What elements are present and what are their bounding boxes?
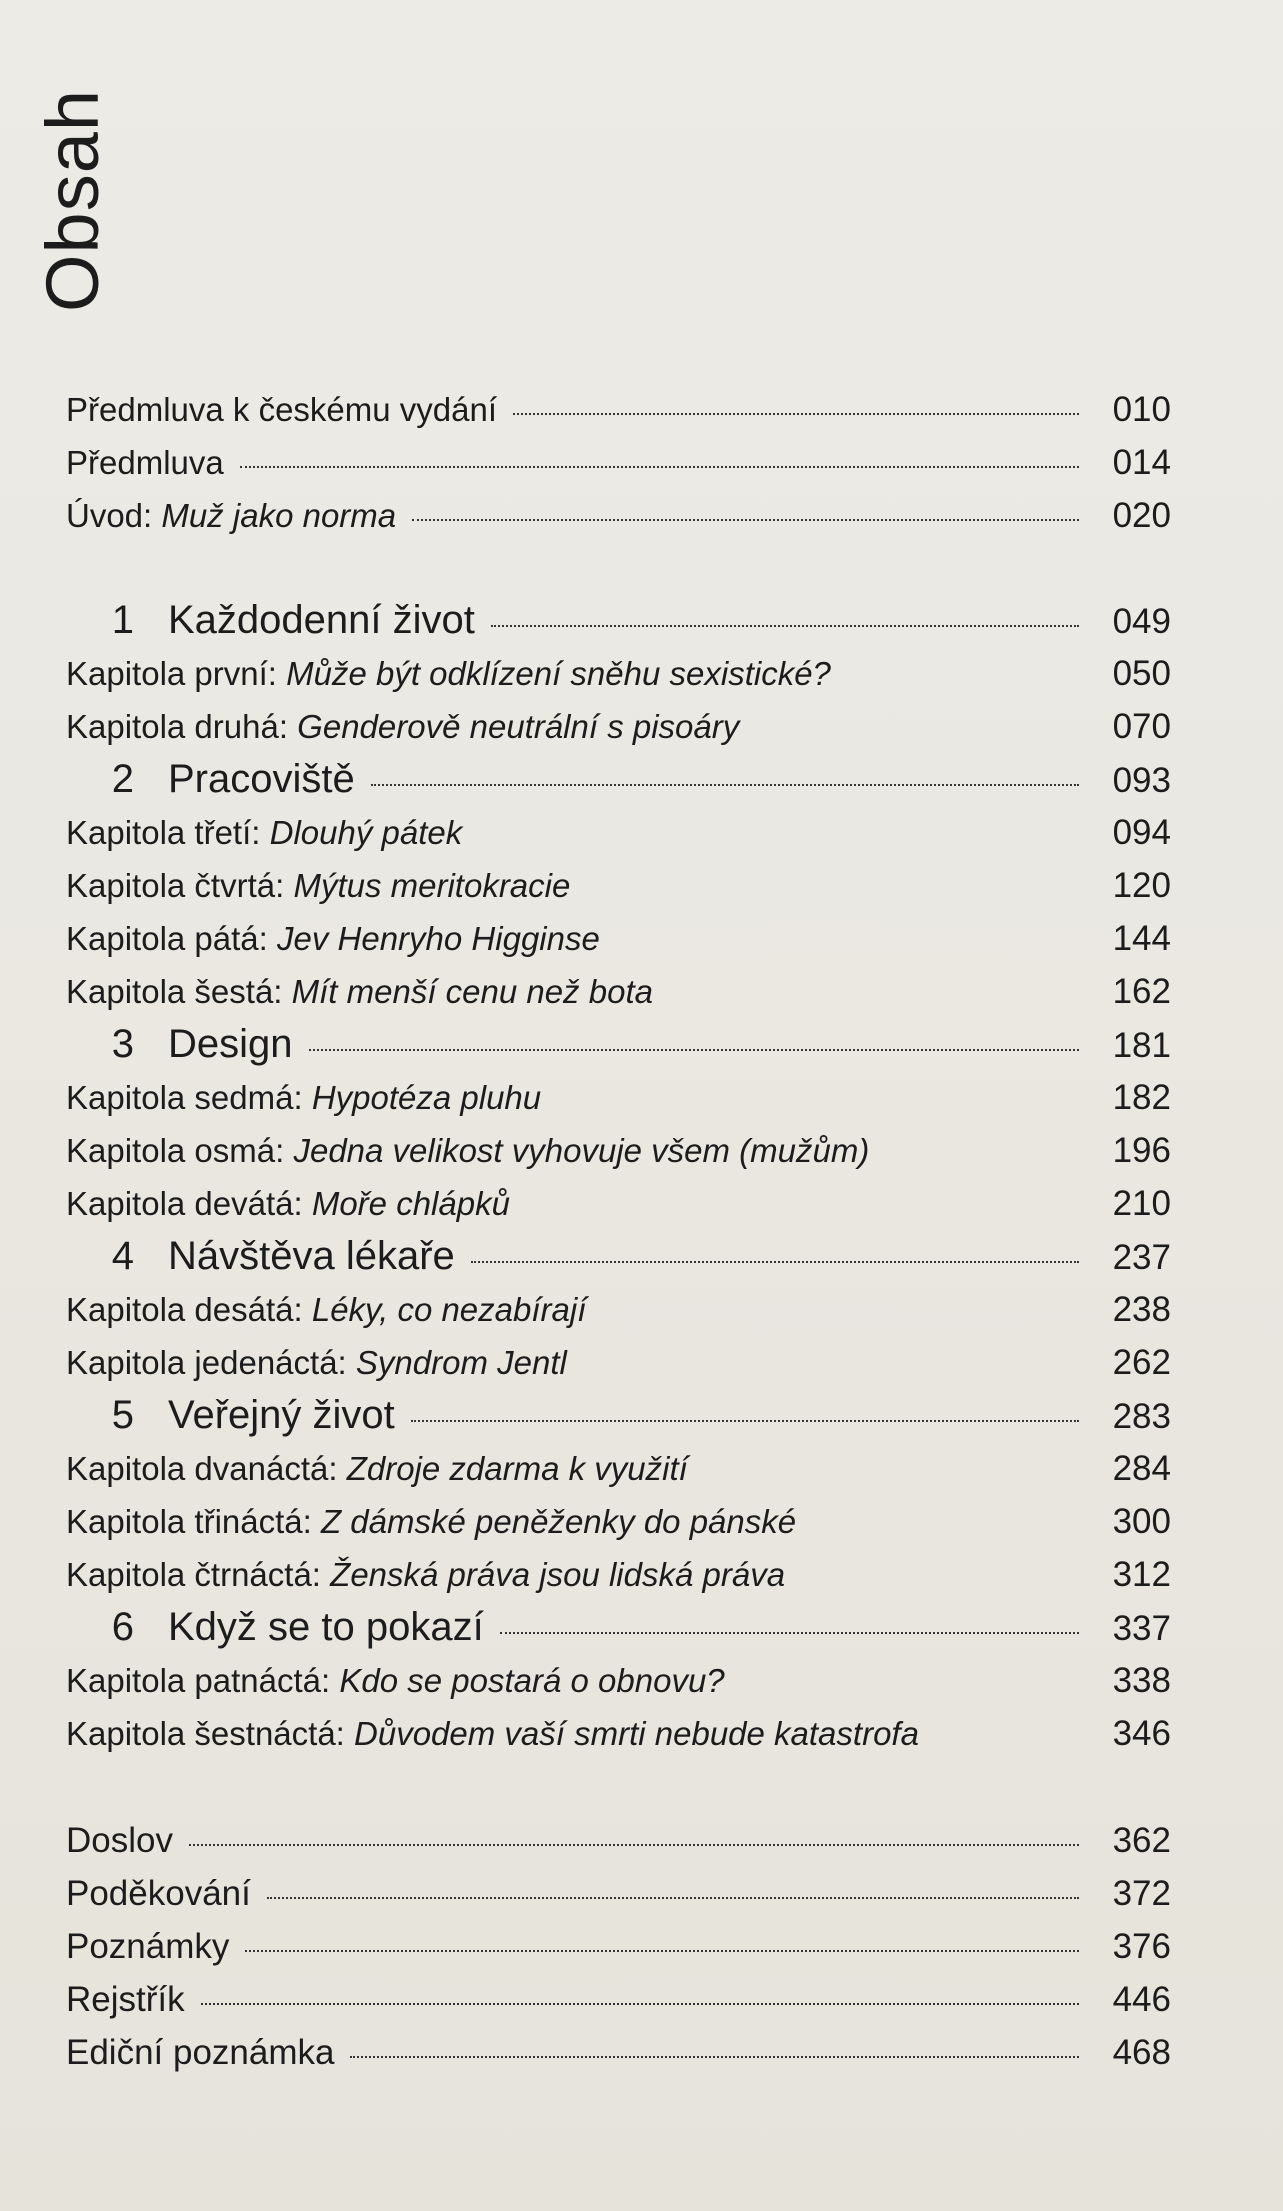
- chapter-label: [66, 1071, 541, 1124]
- part-number: 6: [111, 1605, 134, 1649]
- page-number: 337: [1112, 1609, 1171, 1648]
- page-title: Obsah: [31, 88, 114, 312]
- entry-prefix: Předmluva: [66, 444, 224, 481]
- dot-leader: [513, 413, 1079, 415]
- page-number: 049: [1112, 602, 1171, 641]
- chapter-prefix: Kapitola šestá:: [66, 973, 292, 1010]
- part-label: [66, 1018, 293, 1071]
- chapter-title: Zdroje zdarma k využití: [346, 1450, 688, 1487]
- part-label: [66, 1601, 484, 1654]
- toc-entry-front[interactable]: [66, 489, 1171, 542]
- page-number: 376: [1112, 1927, 1171, 1966]
- page-number: 120: [1112, 866, 1171, 905]
- entry-label: Ediční poznámka: [66, 2033, 335, 2072]
- entry-label: Doslov: [66, 1821, 173, 1860]
- chapter-label: [66, 859, 570, 912]
- page-number: 182: [1112, 1078, 1171, 1117]
- dot-leader: [309, 1049, 1079, 1051]
- page-number: 196: [1112, 1131, 1171, 1170]
- chapter-prefix: Kapitola osmá:: [66, 1132, 294, 1169]
- part-label: [66, 1230, 455, 1283]
- entry-label: [66, 489, 396, 542]
- chapter-label: [66, 912, 600, 965]
- heading-container: [31, 50, 114, 312]
- chapter-title: Může být odklízení sněhu sexistické?: [286, 655, 831, 692]
- toc-chapter[interactable]: [66, 700, 1171, 753]
- chapter-prefix: Kapitola jedenáctá:: [66, 1344, 356, 1381]
- toc-chapter[interactable]: [66, 965, 1171, 1018]
- toc-part-6[interactable]: [66, 1601, 1171, 1654]
- page-number: 010: [1112, 390, 1171, 429]
- dot-leader: [267, 1897, 1079, 1899]
- toc-chapter[interactable]: [66, 1124, 1171, 1177]
- toc-chapter[interactable]: [66, 647, 1171, 700]
- chapter-label: [66, 1495, 796, 1548]
- toc-entry-front[interactable]: [66, 436, 1171, 489]
- chapter-title: Mýtus meritokracie: [293, 867, 571, 904]
- dot-leader: [371, 784, 1079, 786]
- chapter-title: Kdo se postará o obnovu?: [339, 1662, 725, 1699]
- chapter-title: Hypotéza pluhu: [311, 1079, 542, 1116]
- toc-chapter[interactable]: [66, 1707, 1171, 1760]
- page-number: 050: [1112, 654, 1171, 693]
- toc-chapter[interactable]: [66, 1495, 1171, 1548]
- dot-leader: [201, 2003, 1079, 2005]
- chapter-label: [66, 647, 831, 700]
- chapter-prefix: Kapitola dvanáctá:: [66, 1450, 347, 1487]
- chapter-title: Dlouhý pátek: [269, 814, 463, 851]
- toc-part-3[interactable]: [66, 1018, 1171, 1071]
- dot-leader: [411, 1420, 1079, 1422]
- page-number: 014: [1112, 443, 1171, 482]
- toc-part-4[interactable]: [66, 1230, 1171, 1283]
- section-gap: [66, 1760, 1171, 1814]
- part-title: Když se to pokazí: [168, 1605, 484, 1649]
- part-title: Návštěva lékaře: [168, 1234, 455, 1278]
- chapter-prefix: Kapitola sedmá:: [66, 1079, 312, 1116]
- chapter-label: [66, 965, 653, 1018]
- toc-part-5[interactable]: [66, 1389, 1171, 1442]
- chapter-prefix: Kapitola patnáctá:: [66, 1662, 340, 1699]
- toc-chapter[interactable]: [66, 1548, 1171, 1601]
- chapter-prefix: Kapitola třináctá:: [66, 1503, 321, 1540]
- part-label: [66, 753, 355, 806]
- page-number: 262: [1112, 1343, 1171, 1382]
- entry-label: Poznámky: [66, 1927, 230, 1966]
- chapter-title: Moře chlápků: [311, 1185, 510, 1222]
- page-number: 020: [1112, 496, 1171, 535]
- chapter-title: Léky, co nezabírají: [311, 1291, 587, 1328]
- part-title: Veřejný život: [168, 1393, 395, 1437]
- toc-entry-back[interactable]: [66, 2026, 1171, 2079]
- chapter-label: [66, 1548, 785, 1601]
- toc-chapter[interactable]: [66, 1442, 1171, 1495]
- page-number: 144: [1112, 919, 1171, 958]
- entry-label: Poděkování: [66, 1874, 251, 1913]
- part-title: Design: [168, 1022, 293, 1066]
- entry-label: [66, 436, 224, 489]
- page-number: 093: [1112, 761, 1171, 800]
- toc-entry-back[interactable]: [66, 1920, 1171, 1973]
- dot-leader: [471, 1261, 1079, 1263]
- page-number: 070: [1112, 707, 1171, 746]
- page-number: 468: [1112, 2033, 1171, 2072]
- dot-leader: [245, 1950, 1079, 1952]
- page-number: 094: [1112, 813, 1171, 852]
- chapter-prefix: Kapitola druhá:: [66, 708, 298, 745]
- toc-entry-back[interactable]: [66, 1973, 1171, 2026]
- chapter-title: Ženská práva jsou lidská práva: [330, 1556, 786, 1593]
- chapter-prefix: Kapitola devátá:: [66, 1185, 312, 1222]
- toc-part-1[interactable]: [66, 594, 1171, 647]
- dot-leader: [350, 2056, 1079, 2058]
- page-number: 162: [1112, 972, 1171, 1011]
- toc-chapter[interactable]: [66, 806, 1171, 859]
- toc-part-2[interactable]: [66, 753, 1171, 806]
- entry-label: Rejstřík: [66, 1980, 185, 2019]
- part-number: 3: [111, 1022, 134, 1066]
- page-number: 300: [1112, 1502, 1171, 1541]
- chapter-label: [66, 1283, 586, 1336]
- chapter-label: [66, 1707, 919, 1760]
- toc-chapter[interactable]: [66, 912, 1171, 965]
- chapter-title: Jedna velikost vyhovuje všem (mužům): [293, 1132, 870, 1169]
- table-of-contents: [66, 383, 1171, 2079]
- toc-entry-front[interactable]: [66, 383, 1171, 436]
- part-title: Každodenní život: [168, 598, 475, 642]
- toc-chapter[interactable]: [66, 1071, 1171, 1124]
- page-number: 284: [1112, 1449, 1171, 1488]
- entry-title: Muž jako norma: [161, 497, 397, 534]
- toc-chapter[interactable]: [66, 1336, 1171, 1389]
- page-number: 446: [1112, 1980, 1171, 2019]
- chapter-label: [66, 1654, 725, 1707]
- chapter-label: [66, 700, 739, 753]
- toc-entry-back[interactable]: [66, 1867, 1171, 1920]
- dot-leader: [240, 466, 1079, 468]
- entry-prefix: Úvod:: [66, 497, 162, 534]
- chapter-prefix: Kapitola pátá:: [66, 920, 277, 957]
- chapter-prefix: Kapitola první:: [66, 655, 287, 692]
- entry-label: [66, 383, 497, 436]
- dot-leader: [189, 1844, 1079, 1846]
- chapter-prefix: Kapitola čtrnáctá:: [66, 1556, 331, 1593]
- page-number: 237: [1112, 1238, 1171, 1277]
- part-label: [66, 594, 475, 647]
- part-number: 5: [111, 1393, 134, 1437]
- part-title: Pracoviště: [168, 757, 355, 801]
- page-number: 238: [1112, 1290, 1171, 1329]
- chapter-title: Důvodem vaší smrti nebude katastrofa: [354, 1715, 919, 1752]
- dot-leader: [500, 1632, 1079, 1634]
- chapter-title: Z dámské peněženky do pánské: [320, 1503, 797, 1540]
- dot-leader: [491, 625, 1079, 627]
- part-number: 1: [111, 598, 134, 642]
- chapter-label: [66, 1177, 510, 1230]
- chapter-prefix: Kapitola desátá:: [66, 1291, 312, 1328]
- chapter-title: Genderově neutrální s pisoáry: [297, 708, 740, 745]
- page-number: 338: [1112, 1661, 1171, 1700]
- dot-leader: [412, 519, 1079, 521]
- section-gap: [66, 542, 1171, 594]
- chapter-label: [66, 1124, 869, 1177]
- page-number: 312: [1112, 1555, 1171, 1594]
- chapter-label: [66, 1336, 567, 1389]
- toc-chapter[interactable]: [66, 1177, 1171, 1230]
- chapter-label: [66, 806, 462, 859]
- chapter-prefix: Kapitola čtvrtá:: [66, 867, 294, 904]
- page-number: 372: [1112, 1874, 1171, 1913]
- chapter-title: Mít menší cenu než bota: [291, 973, 653, 1010]
- part-label: [66, 1389, 395, 1442]
- toc-chapter[interactable]: [66, 1283, 1171, 1336]
- chapter-label: [66, 1442, 688, 1495]
- page-number: 362: [1112, 1821, 1171, 1860]
- page-number: 283: [1112, 1397, 1171, 1436]
- page-number: 210: [1112, 1184, 1171, 1223]
- chapter-prefix: Kapitola šestnáctá:: [66, 1715, 355, 1752]
- page-number: 181: [1112, 1026, 1171, 1065]
- chapter-title: Syndrom Jentl: [355, 1344, 567, 1381]
- part-number: 2: [111, 757, 134, 801]
- chapter-title: Jev Henryho Higginse: [277, 920, 600, 957]
- toc-entry-back[interactable]: [66, 1814, 1171, 1867]
- entry-prefix: Předmluva k českému vydání: [66, 391, 498, 428]
- chapter-prefix: Kapitola třetí:: [66, 814, 270, 851]
- toc-chapter[interactable]: [66, 859, 1171, 912]
- page-number: 346: [1112, 1714, 1171, 1753]
- toc-chapter[interactable]: [66, 1654, 1171, 1707]
- part-number: 4: [111, 1234, 134, 1278]
